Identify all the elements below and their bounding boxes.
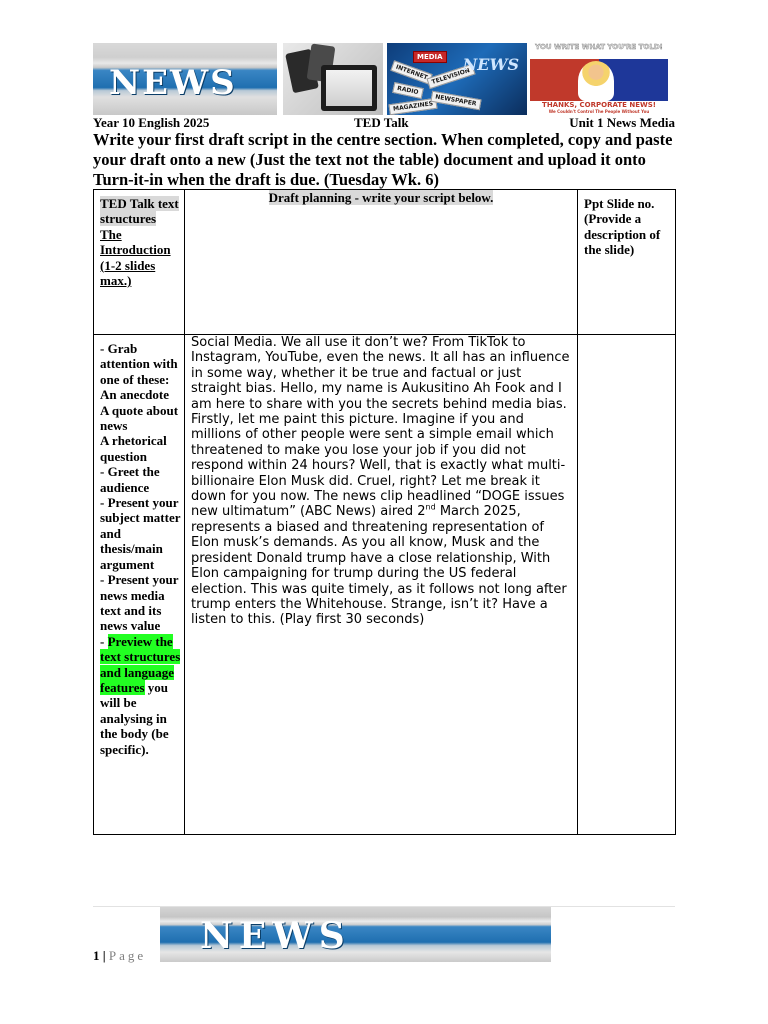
devices-news-image <box>283 43 383 115</box>
script-draft-cell[interactable] <box>185 335 578 835</box>
guide-rhetorical: A rhetorical question <box>100 433 167 464</box>
presenter-figure <box>578 61 614 101</box>
guide-preview <box>100 634 182 757</box>
table-body-row <box>94 335 676 835</box>
corp-top-text: YOU WRITE WHAT YOU'RE TOLD! <box>530 43 668 59</box>
planning-table <box>93 189 676 835</box>
header-banner <box>93 43 675 115</box>
corporate-news-image <box>530 43 668 115</box>
structure-label: TED Talk text structures <box>100 196 179 227</box>
news-image-label: NEWS <box>109 63 237 103</box>
guide-quote: A quote about news <box>100 402 179 434</box>
slide-description-cell[interactable] <box>578 335 676 835</box>
newspaper-sign: NEWSPAPER <box>430 91 481 110</box>
guide-present-subject: - Present your subject matter and thesis/main argument <box>100 495 181 572</box>
corp-bottom-text <box>530 101 668 115</box>
slide-description-label: Ppt Slide no. (Provide a description of the slide) <box>584 196 661 258</box>
slide-header-cell[interactable] <box>578 190 676 335</box>
page-separator: | <box>99 948 109 963</box>
internet-sign: INTERNET <box>390 60 433 84</box>
guide-grab: - Grab attention with one of these: <box>100 341 178 387</box>
introduction-label: The Introduction <box>100 226 171 258</box>
structure-header-cell[interactable] <box>94 190 185 335</box>
page-word: Page <box>108 948 147 963</box>
tablet-icon <box>321 65 377 111</box>
media-signpost-image <box>387 43 527 115</box>
header-title: TED Talk <box>354 115 409 130</box>
footer-news-label: NEWS <box>200 915 351 957</box>
magazines-sign: MAGAZINES <box>388 98 437 115</box>
television-sign: TELEVISION <box>426 64 475 89</box>
script-text-part1: Social Media. We all use it don’t we? From TikTok to Instagram, YouTube, even the news. It all has an influence in some way, whether it be true and factual or just straight bias. Hello, my name is Aukusitino Ah Fook and I am here to share with you the secrets behind media bias. Firstly, let me paint this picture. Imagine if you and millions of other people were sent a simple email which threatened to make you lose your job if you did not respond within 24 hours? Well, that is exactly what multi-billionaire Elon Musk did. Cruel, right? Let me break it down for you now. The news clip headlined “DOGE issues new ultimatum” (ABC News) aired 2 <box>191 335 570 520</box>
page-number-value: 1 <box>93 948 100 963</box>
newspaper-image <box>93 43 277 115</box>
guide-preview-highlight: Preview the text structures and language features <box>100 633 181 695</box>
table-header-row <box>94 190 676 335</box>
news-word: NEWS <box>462 55 519 74</box>
guide-present-text: - Present your news media text and its news value <box>100 572 179 634</box>
guide-preview-dash: - <box>100 633 108 649</box>
page-number <box>93 948 146 964</box>
script-text-part2: March 2025, represents a biased and threatening representation of Elon musk’s demands. As you all know, Musk and the president Donald trump have a close relationship, With Elon campaigning for trump during the US federal election. This was quite timely, as it follows not long after trump enters the Whitehouse. Strange, isn’t it? Have a listen to this. (Play first 30 seconds) <box>191 504 567 628</box>
instructions-text: Write your first draft script in the centre section. When completed, copy and paste your draft onto a new (Just the text not the table) document and upload it onto Turn-it-in when the draft is due. (Tuesday Wk. 6) <box>93 130 673 189</box>
media-sign: MEDIA <box>413 51 447 63</box>
draft-planning-label: Draft planning - write your script below. <box>268 190 494 205</box>
radio-sign: RADIO <box>392 82 423 99</box>
draft-header-cell[interactable] <box>185 190 578 335</box>
corp-bottom-headline: THANKS, CORPORATE NEWS! <box>542 101 656 109</box>
guide-preview-rest: you will be analysing in the body (be specific). <box>100 679 169 757</box>
corp-bottom-small: We Couldn't Control The People Without You <box>548 109 650 114</box>
header-year: Year 10 English 2025 <box>93 115 210 130</box>
header-unit: Unit 1 News Media <box>569 115 675 130</box>
structure-guide-cell[interactable] <box>94 335 185 835</box>
script-superscript: nd <box>425 503 436 513</box>
footer-news-image <box>160 907 551 962</box>
guide-greet: - Greet the audience <box>100 464 160 495</box>
guide-anecdote: An anecdote <box>100 387 169 403</box>
slides-limit-label: (1-2 slides max.) <box>100 257 156 289</box>
